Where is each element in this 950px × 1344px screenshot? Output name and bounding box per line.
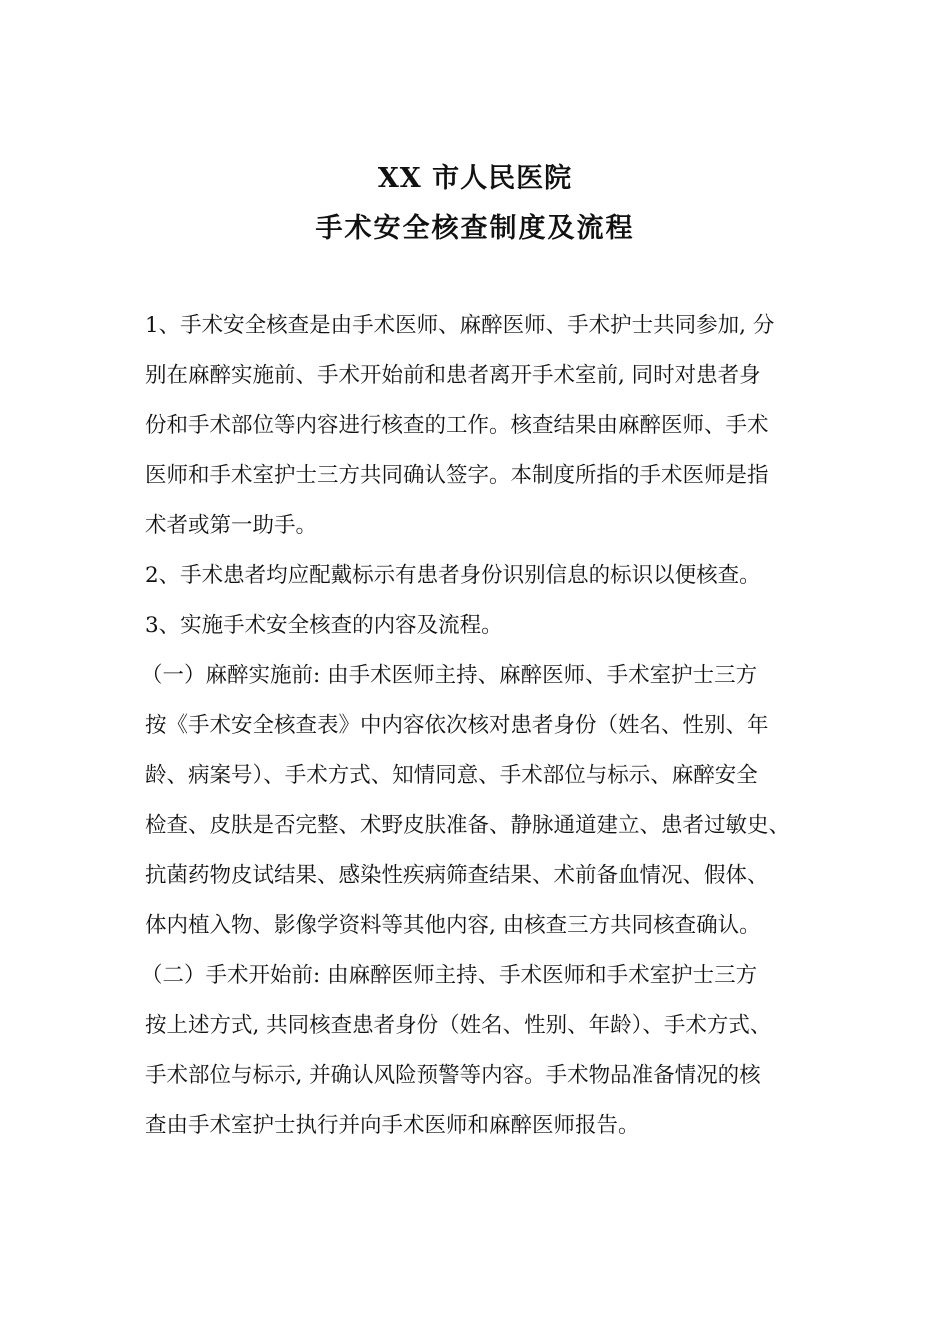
body-line: 手术部位与标示, 并确认风险预警等内容。手术物品准备情况的核 xyxy=(145,1063,761,1088)
body-line: 别在麻醉实施前、手术开始前和患者离开手术室前, 同时对患者身 xyxy=(145,363,761,388)
document-body xyxy=(141,308,813,1158)
body-line: 体内植入物、影像学资料等其他内容, 由核查三方共同核查确认。 xyxy=(145,913,761,938)
hospital-title: XX 市人民医院 xyxy=(377,163,573,194)
body-line: 检查、皮肤是否完整、术野皮肤准备、静脉通道建立、患者过敏史、 xyxy=(145,813,791,838)
body-line: 份和手术部位等内容进行核查的工作。核查结果由麻醉医师、手术 xyxy=(145,413,769,438)
body-line: （一）麻醉实施前: 由手术医师主持、麻醉医师、手术室护士三方 xyxy=(141,663,758,688)
body-line: 按上述方式, 共同核查患者身份（姓名、性别、年龄）、手术方式、 xyxy=(145,1013,772,1038)
body-line: 龄、病案号）、手术方式、知情同意、手术部位与标示、麻醉安全 xyxy=(145,763,758,788)
body-line: 抗菌药物皮试结果、感染性疾病筛查结果、术前备血情况、假体、 xyxy=(145,863,769,888)
body-line: 术者或第一助手。 xyxy=(145,513,318,538)
body-line: 按《手术安全核查表》中内容依次核对患者身份（姓名、性别、年 xyxy=(145,713,769,738)
body-line: 2、手术患者均应配戴标示有患者身份识别信息的标识以便核查。 xyxy=(145,563,761,588)
body-line: 3、实施手术安全核查的内容及流程。 xyxy=(145,613,503,638)
body-line: 查由手术室护士执行并向手术医师和麻醉医师报告。 xyxy=(145,1113,640,1138)
document-title: 手术安全核查制度及流程 xyxy=(315,213,635,244)
body-line: 1、手术安全核查是由手术医师、麻醉医师、手术护士共同参加, 分 xyxy=(145,313,775,338)
body-line: 医师和手术室护士三方共同确认签字。本制度所指的手术医师是指 xyxy=(145,463,769,488)
body-line: （二）手术开始前: 由麻醉医师主持、手术医师和手术室护士三方 xyxy=(141,963,758,988)
